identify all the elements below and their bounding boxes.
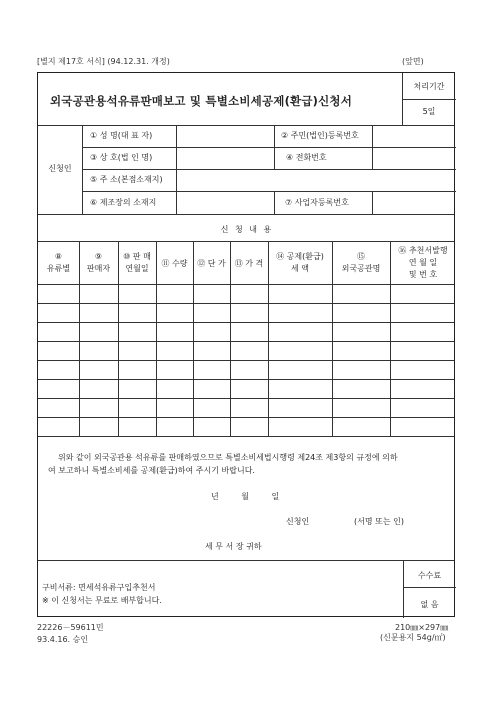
rule-col3 <box>156 241 157 436</box>
rule-v-mid2 <box>274 191 275 214</box>
footer-size: 210㎜×297㎜ <box>395 623 449 632</box>
attachments-label: 구비서류: 면세석유류구입추천서 <box>42 583 156 592</box>
header-price: ⑬ 가 격 <box>234 259 264 268</box>
rule-data2 <box>38 322 454 323</box>
section-title: 신 청 내 용 <box>220 225 274 234</box>
header-unit-price: ⑫ 단 가 <box>197 259 226 268</box>
rule-statement-bottom <box>38 560 454 561</box>
reg-no-label: ② 주민(법인)등록번호 <box>281 131 359 140</box>
rule-title <box>38 125 454 126</box>
fee-label: 수수료 <box>417 571 442 580</box>
header-embassy: ⑮ 외국공관명 <box>341 252 381 273</box>
footer-approved: 93.4.16. 승인 <box>37 635 89 644</box>
page-side: (앞면) <box>402 57 424 66</box>
processing-value: 5일 <box>422 107 436 116</box>
header-seller: ⑨ 판매자 <box>86 252 111 273</box>
applicant-label: 신청인 <box>48 164 72 173</box>
statement-applicant: 신청인 <box>286 517 310 526</box>
statement-recipient: 세 무 서 장 귀하 <box>205 542 262 551</box>
fee-value: 없 음 <box>420 600 439 609</box>
rule-col4 <box>193 241 194 436</box>
header-oil-type: ⑧ 유류별 <box>46 252 71 273</box>
rule-data1 <box>38 303 454 304</box>
rule-v-mid1 <box>274 125 275 169</box>
footer-code: 22226－59611민 <box>37 623 104 632</box>
rule-col5 <box>230 241 231 436</box>
rule-row3 <box>82 191 456 192</box>
rule-row2 <box>82 169 456 170</box>
statement-line1: 위와 같이 외국공관용 석유류를 판매하였으므로 특별소비세법시행령 제24조 제3항의 규정에 의하 <box>58 453 398 462</box>
rule-processing <box>402 99 456 100</box>
rule-data5 <box>38 379 454 380</box>
header-tax-amount: ⑭ 공제(환급) 세 액 <box>276 252 324 273</box>
rule-data4 <box>38 360 454 361</box>
factory-label: ⑥ 제조장의 소재지 <box>90 198 157 207</box>
form-number: [별지 제17호 서식] (94.12.31. 개정) <box>37 57 170 66</box>
footer-paper: (신문용지 54g/㎡) <box>380 633 446 642</box>
rule-row1 <box>82 147 456 148</box>
rule-fee <box>403 587 456 588</box>
header-recommendation: ⑯ 추천서발행 연 월 일 및 번 호 <box>398 246 448 279</box>
rule-v-right1 <box>372 125 373 169</box>
rule-header-bottom <box>38 284 454 285</box>
rule-applicant-bottom <box>38 214 454 215</box>
rule-table-bottom <box>38 436 454 437</box>
attachments-note: ※ 이 신청서는 무료로 배부합니다. <box>42 596 162 605</box>
rule-data7 <box>38 417 454 418</box>
statement-line2: 여 보고하니 특별소비세를 공제(환급)하여 주시기 바랍니다. <box>48 466 255 475</box>
statement-signature: (서명 또는 인) <box>354 517 404 526</box>
header-sale-date: ⑩ 판 매 연월일 <box>123 252 151 273</box>
biz-no-label: ⑦ 사업자등록번호 <box>285 198 349 207</box>
address-label: ⑤ 주 소(본점소재지) <box>90 175 163 184</box>
rule-v-label <box>176 125 177 214</box>
statement-date: 년 월 일 <box>211 492 280 501</box>
header-quantity: ⑪ 수량 <box>161 259 188 268</box>
application-form <box>37 72 455 617</box>
rule-data6 <box>38 398 454 399</box>
company-label: ③ 상 호(법 인 명) <box>90 153 153 162</box>
rule-section-title <box>38 241 454 242</box>
processing-label: 처리기간 <box>413 82 445 91</box>
rule-data3 <box>38 341 454 342</box>
rule-v-applicant <box>82 125 83 214</box>
form-title: 외국공관용석유류판매보고 및 특별소비세공제(환급)신청서 <box>50 94 353 108</box>
name-label: ① 성 명(대 표 자) <box>90 131 153 140</box>
rule-v-right2 <box>372 191 373 214</box>
phone-label: ④ 전화번호 <box>286 153 327 162</box>
